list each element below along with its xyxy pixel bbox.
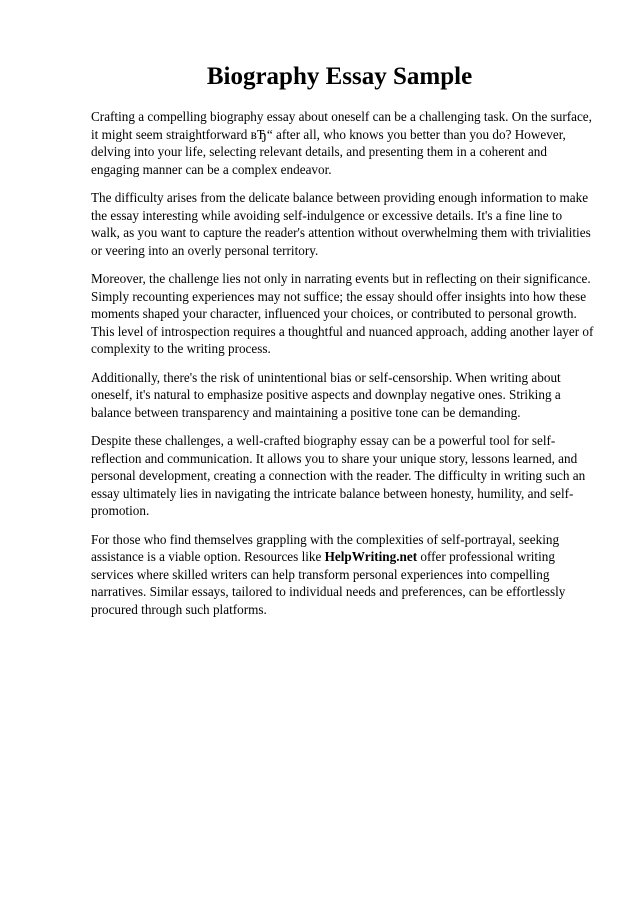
paragraph-5: Despite these challenges, a well-crafted biography essay can be a powerful tool for self-reflection and communication. It allows you to share your unique story, lessons learned, and personal development, creating a connection with the reader. The difficulty in writing such an essay ultimately lies in navigating the intricate balance between honesty, humility, and self-promotion. [91,433,586,518]
paragraph-6-text-after-link: offer professional writing services where skilled writers can help transform personal experiences into compelling narratives. Similar essays, tailored to individual needs and preferences, can be effortlessly procured through such platforms. [91,549,566,617]
helpwriting-link[interactable]: HelpWriting.net [324,549,418,564]
paragraph-4: Additionally, there's the risk of unintentional bias or self-censorship. When writing about oneself, it's natural to emphasize positive aspects and downplay negative ones. Striking a balance between transparency and maintaining a positive tone can be demanding. [91,369,561,420]
page-title: Biography Essay Sample [206,63,473,90]
paragraph-3: Moreover, the challenge lies not only in narrating events but in reflecting on their significance. Simply recounting experiences may not suffice; the essay should offer insights into how these moments shaped your character, influenced your choices, or contributed to personal growth. This level of introspection requires a thoughtful and nuanced approach, adding another layer of complexity to the writing process. [91,271,594,356]
paragraph-6 [91,531,594,619]
paragraph-1: Crafting a compelling biography essay about oneself can be a challenging task. On the surface, it might seem straightforward вЂ“ after all, who knows you better than you do? However, delving into your life, selecting relevant details, and presenting them in a coherent and engaging manner can be a complex endeavor. [91,109,592,177]
paragraph-6-text-before-link: For those who find themselves grappling with the complexities of self-portrayal, seeking assistance is a viable option. Resources like [91,531,560,564]
paragraph-2: The difficulty arises from the delicate balance between providing enough information to make the essay interesting while avoiding self-indulgence or excessive details. It's a fine line to walk, as you want to capture the reader's attention without overwhelming them with trivialities or veering into an overly personal territory. [91,190,591,258]
